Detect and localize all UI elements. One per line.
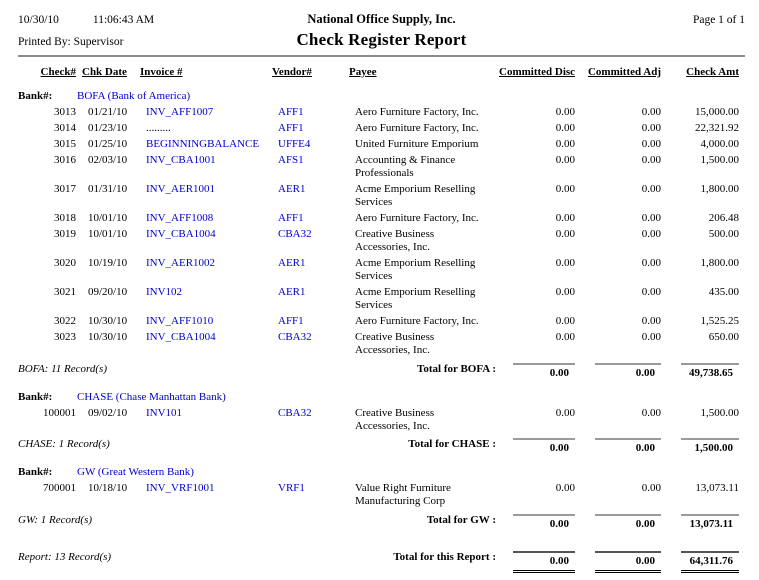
vendor-number-link[interactable]: AFS1 <box>278 154 304 166</box>
vendor-number-link[interactable]: CBA32 <box>278 228 312 240</box>
check-amt-cell: 500.00 <box>708 228 739 240</box>
committed-adj-cell: 0.00 <box>641 122 661 134</box>
report-time: 11:06:43 AM <box>92 14 155 26</box>
check-number-cell: 3021 <box>54 286 76 298</box>
printed-by: Printed By: Supervisor <box>18 36 124 48</box>
bank-header-cell <box>18 87 745 105</box>
payee-cell: Creative Business Accessories, Inc. <box>355 331 435 356</box>
report-total-check-amt: 64,311.76 <box>681 551 739 573</box>
header-row-1 <box>18 12 745 27</box>
check-amt-cell: 206.48 <box>708 212 739 224</box>
bank-summary-cell <box>18 434 499 463</box>
invoice-number-link[interactable]: INV_AER1001 <box>146 183 216 195</box>
column-header-row <box>18 64 745 87</box>
bank-summary-line <box>18 438 499 451</box>
check-date-cell: 10/01/10 <box>88 212 128 224</box>
committed-adj-cell: 0.00 <box>641 286 661 298</box>
check-number-cell: 3014 <box>54 122 76 134</box>
col-invoice-number: Invoice # <box>140 66 183 78</box>
report-total-row <box>18 539 745 580</box>
check-number-cell: 3020 <box>54 257 76 269</box>
check-date-cell: 02/03/10 <box>88 154 128 166</box>
check-date-cell: 01/25/10 <box>88 138 128 150</box>
col-vendor-number: Vendor# <box>272 66 312 78</box>
invoice-number-link[interactable]: INV_AER1002 <box>146 257 216 269</box>
committed-disc-cell: 0.00 <box>555 406 575 419</box>
check-amt-cell: 15,000.00 <box>695 106 739 118</box>
check-number-cell: 100001 <box>43 406 76 419</box>
vendor-number-link[interactable]: AFF1 <box>278 315 304 327</box>
committed-adj-cell: 0.00 <box>641 106 661 118</box>
check-register-row <box>18 211 745 227</box>
bank-total-check-amt-cell <box>667 359 745 388</box>
committed-disc-cell: 0.00 <box>555 286 575 298</box>
bank-total-check-amt: 1,500.00 <box>681 438 739 456</box>
payee-cell: Aero Furniture Factory, Inc. <box>355 212 479 224</box>
check-number-cell: 3015 <box>54 138 76 150</box>
check-register-row <box>18 121 745 137</box>
check-amt-cell: 1,800.00 <box>700 183 739 195</box>
report-header <box>18 12 745 50</box>
check-date-cell: 10/30/10 <box>88 315 128 327</box>
committed-adj-cell: 0.00 <box>641 228 661 240</box>
check-amt-cell: 435.00 <box>708 286 739 298</box>
committed-adj-cell: 0.00 <box>641 154 661 166</box>
committed-disc-cell: 0.00 <box>555 257 575 269</box>
col-check-number: Check# <box>40 66 76 78</box>
check-register-row <box>18 481 745 510</box>
invoice-number-link[interactable]: INV_AFF1010 <box>146 315 214 327</box>
check-register-row <box>18 137 745 153</box>
vendor-number-link[interactable]: UFFE4 <box>278 138 311 150</box>
payee-cell: Acme Emporium Reselling Services <box>355 183 476 208</box>
invoice-number-link[interactable]: INV101 <box>146 406 183 419</box>
payee-cell: Aero Furniture Factory, Inc. <box>355 315 479 327</box>
payee-cell: Creative Business Accessories, Inc. <box>355 228 435 253</box>
bank-total-label: Total for CHASE : <box>408 438 496 450</box>
payee-cell: Aero Furniture Factory, Inc. <box>355 122 479 134</box>
check-date-cell: 10/19/10 <box>88 257 128 269</box>
bank-total-check-amt: 13,073.11 <box>681 514 739 532</box>
bank-name-link[interactable]: CHASE (Chase Manhattan Bank) <box>77 390 226 403</box>
report-total-label: Total for this Report : <box>393 550 496 563</box>
bank-number-label: Bank#: <box>18 390 53 403</box>
bank-number-label: Bank#: <box>18 90 53 102</box>
check-register-row <box>18 182 745 211</box>
report-total-committed-disc: 0.00 <box>513 551 575 573</box>
report-summary-line <box>18 551 499 564</box>
bank-total-row <box>18 434 745 463</box>
check-number-cell: 3022 <box>54 315 76 327</box>
bank-total-committed-adj-cell <box>581 359 667 388</box>
bank-record-count: BOFA: 11 Record(s) <box>18 362 107 375</box>
payee-cell: Accounting & Finance Professionals <box>355 154 456 179</box>
bank-total-committed-disc: 0.00 <box>513 438 575 456</box>
bank-total-row <box>18 510 745 539</box>
bank-total-committed-adj: 0.00 <box>595 514 661 532</box>
bank-total-committed-adj: 0.00 <box>595 363 661 381</box>
report-record-count: Report: 13 Record(s) <box>18 550 112 563</box>
committed-disc-cell: 0.00 <box>555 331 575 343</box>
invoice-number-link[interactable]: BEGINNINGBALANCE <box>146 138 260 150</box>
vendor-number-link[interactable]: AER1 <box>278 183 306 195</box>
committed-adj-cell: 0.00 <box>641 406 661 419</box>
check-amt-cell: 4,000.00 <box>700 138 739 150</box>
check-number-cell: 3013 <box>54 106 76 118</box>
check-amt-cell: 1,525.25 <box>700 315 739 327</box>
check-register-row <box>18 314 745 330</box>
vendor-number-link[interactable]: AER1 <box>278 257 306 269</box>
committed-disc-cell: 0.00 <box>555 212 575 224</box>
check-date-cell: 10/01/10 <box>88 228 128 240</box>
report-total-check-amt-cell <box>667 539 745 580</box>
check-amt-cell: 22,321.92 <box>695 122 739 134</box>
vendor-number-link[interactable]: AFF1 <box>278 122 304 134</box>
check-register-row <box>18 330 745 359</box>
register-table-body <box>18 87 745 580</box>
committed-adj-cell: 0.00 <box>641 331 661 343</box>
payee-cell: Acme Emporium Reselling Services <box>355 257 476 282</box>
bank-total-committed-disc: 0.00 <box>513 363 575 381</box>
vendor-number-link[interactable]: AFF1 <box>278 212 304 224</box>
bank-total-row <box>18 359 745 388</box>
check-register-table <box>18 64 745 580</box>
invoice-number-link[interactable]: INV_CBA1001 <box>146 154 216 166</box>
report-date: 10/30/10 <box>18 14 59 26</box>
bank-header-row <box>18 388 745 406</box>
bank-header-cell <box>18 463 745 481</box>
bank-total-committed-adj-cell <box>581 510 667 539</box>
bank-record-count: CHASE: 1 Record(s) <box>18 438 110 450</box>
bank-number-label: Bank#: <box>18 466 53 478</box>
invoice-number-cell: ......... <box>146 122 171 134</box>
committed-disc-cell: 0.00 <box>555 482 575 494</box>
committed-adj-cell: 0.00 <box>641 183 661 195</box>
col-payee: Payee <box>349 66 377 78</box>
col-committed-adj: Committed Adj <box>587 66 661 78</box>
bank-total-committed-adj-cell <box>581 434 667 463</box>
committed-disc-cell: 0.00 <box>555 154 575 166</box>
invoice-number-link[interactable]: INV_CBA1004 <box>146 228 216 240</box>
check-amt-cell: 13,073.11 <box>695 482 739 494</box>
payee-cell: Creative Business Accessories, Inc. <box>355 406 435 432</box>
vendor-number-link[interactable]: AFF1 <box>278 106 304 118</box>
check-date-cell: 09/20/10 <box>88 286 128 298</box>
invoice-number-link[interactable]: INV_AFF1007 <box>146 106 214 118</box>
col-check-amt: Check Amt <box>686 66 739 78</box>
header-divider <box>18 55 745 57</box>
committed-adj-cell: 0.00 <box>641 315 661 327</box>
invoice-number-link[interactable]: INV_CBA1004 <box>146 331 216 343</box>
bank-name-link[interactable]: BOFA (Bank of America) <box>77 90 191 102</box>
page-indicator: Page 1 of 1 <box>692 14 745 26</box>
check-date-cell: 10/18/10 <box>88 482 128 494</box>
check-date-cell: 01/23/10 <box>88 122 128 134</box>
check-date-cell: 01/31/10 <box>88 183 128 195</box>
check-amt-cell: 1,500.00 <box>700 406 739 419</box>
committed-disc-cell: 0.00 <box>555 122 575 134</box>
bank-total-label: Total for GW : <box>426 513 496 526</box>
check-register-row <box>18 105 745 121</box>
check-register-row <box>18 227 745 256</box>
bank-total-check-amt-cell <box>667 510 745 539</box>
check-number-cell: 3023 <box>54 331 76 343</box>
report-total-committed-disc-cell <box>499 539 581 580</box>
invoice-number-link[interactable]: INV102 <box>146 286 183 298</box>
header-datetime <box>18 14 307 26</box>
bank-header-row <box>18 463 745 481</box>
check-amt-cell: 1,500.00 <box>700 154 739 166</box>
vendor-number-link[interactable]: VRF1 <box>278 482 305 494</box>
bank-summary-line <box>18 363 499 376</box>
bank-record-count: GW: 1 Record(s) <box>18 513 93 526</box>
report-total-committed-adj: 0.00 <box>595 551 661 573</box>
payee-cell: Aero Furniture Factory, Inc. <box>355 106 479 118</box>
payee-cell: Acme Emporium Reselling Services <box>355 286 476 311</box>
check-amt-cell: 650.00 <box>708 331 739 343</box>
report-title: Check Register Report <box>296 30 467 49</box>
committed-disc-cell: 0.00 <box>555 106 575 118</box>
report-summary-cell <box>18 539 499 580</box>
check-register-row <box>18 405 745 434</box>
bank-total-check-amt: 49,738.65 <box>681 363 739 381</box>
check-register-row <box>18 256 745 285</box>
payee-cell: Value Right Furniture Manufacturing Corp <box>355 482 451 507</box>
col-committed-disc: Committed Disc <box>499 66 576 78</box>
invoice-number-link[interactable]: INV_AFF1008 <box>146 212 214 224</box>
bank-summary-cell <box>18 510 499 539</box>
check-register-row <box>18 285 745 314</box>
header-row-2 <box>18 30 745 50</box>
bank-total-check-amt-cell <box>667 434 745 463</box>
committed-adj-cell: 0.00 <box>641 482 661 494</box>
bank-total-committed-disc-cell <box>499 510 581 539</box>
check-number-cell: 3019 <box>54 228 76 240</box>
report-total-committed-adj-cell <box>581 539 667 580</box>
committed-disc-cell: 0.00 <box>555 315 575 327</box>
committed-disc-cell: 0.00 <box>555 228 575 240</box>
company-name: National Office Supply, Inc. <box>307 12 456 26</box>
col-chk-date: Chk Date <box>82 66 127 78</box>
bank-total-committed-disc: 0.00 <box>513 514 575 532</box>
bank-total-committed-disc-cell <box>499 434 581 463</box>
bank-summary-cell <box>18 359 499 388</box>
check-number-cell: 3018 <box>54 212 76 224</box>
check-amt-cell: 1,800.00 <box>700 257 739 269</box>
check-date-cell: 01/21/10 <box>88 106 128 118</box>
bank-name-link[interactable]: GW (Great Western Bank) <box>77 466 194 478</box>
committed-adj-cell: 0.00 <box>641 138 661 150</box>
vendor-number-link[interactable]: AER1 <box>278 286 306 298</box>
bank-total-committed-adj: 0.00 <box>595 438 661 456</box>
committed-adj-cell: 0.00 <box>641 212 661 224</box>
check-date-cell: 10/30/10 <box>88 331 128 343</box>
bank-header-row <box>18 87 745 105</box>
bank-total-committed-disc-cell <box>499 359 581 388</box>
bank-summary-line <box>18 514 499 527</box>
check-number-cell: 3016 <box>54 154 76 166</box>
vendor-number-link[interactable]: CBA32 <box>278 331 312 343</box>
payee-cell: United Furniture Emporium <box>355 138 479 150</box>
check-number-cell: 700001 <box>43 482 76 494</box>
invoice-number-link[interactable]: INV_VRF1001 <box>146 482 215 494</box>
vendor-number-link[interactable]: CBA32 <box>278 406 312 419</box>
check-register-row <box>18 153 745 182</box>
committed-disc-cell: 0.00 <box>555 183 575 195</box>
check-date-cell: 09/02/10 <box>88 406 128 419</box>
bank-header-cell <box>18 388 745 406</box>
committed-adj-cell: 0.00 <box>641 257 661 269</box>
committed-disc-cell: 0.00 <box>555 138 575 150</box>
bank-total-label: Total for BOFA : <box>417 362 496 375</box>
check-number-cell: 3017 <box>54 183 76 195</box>
